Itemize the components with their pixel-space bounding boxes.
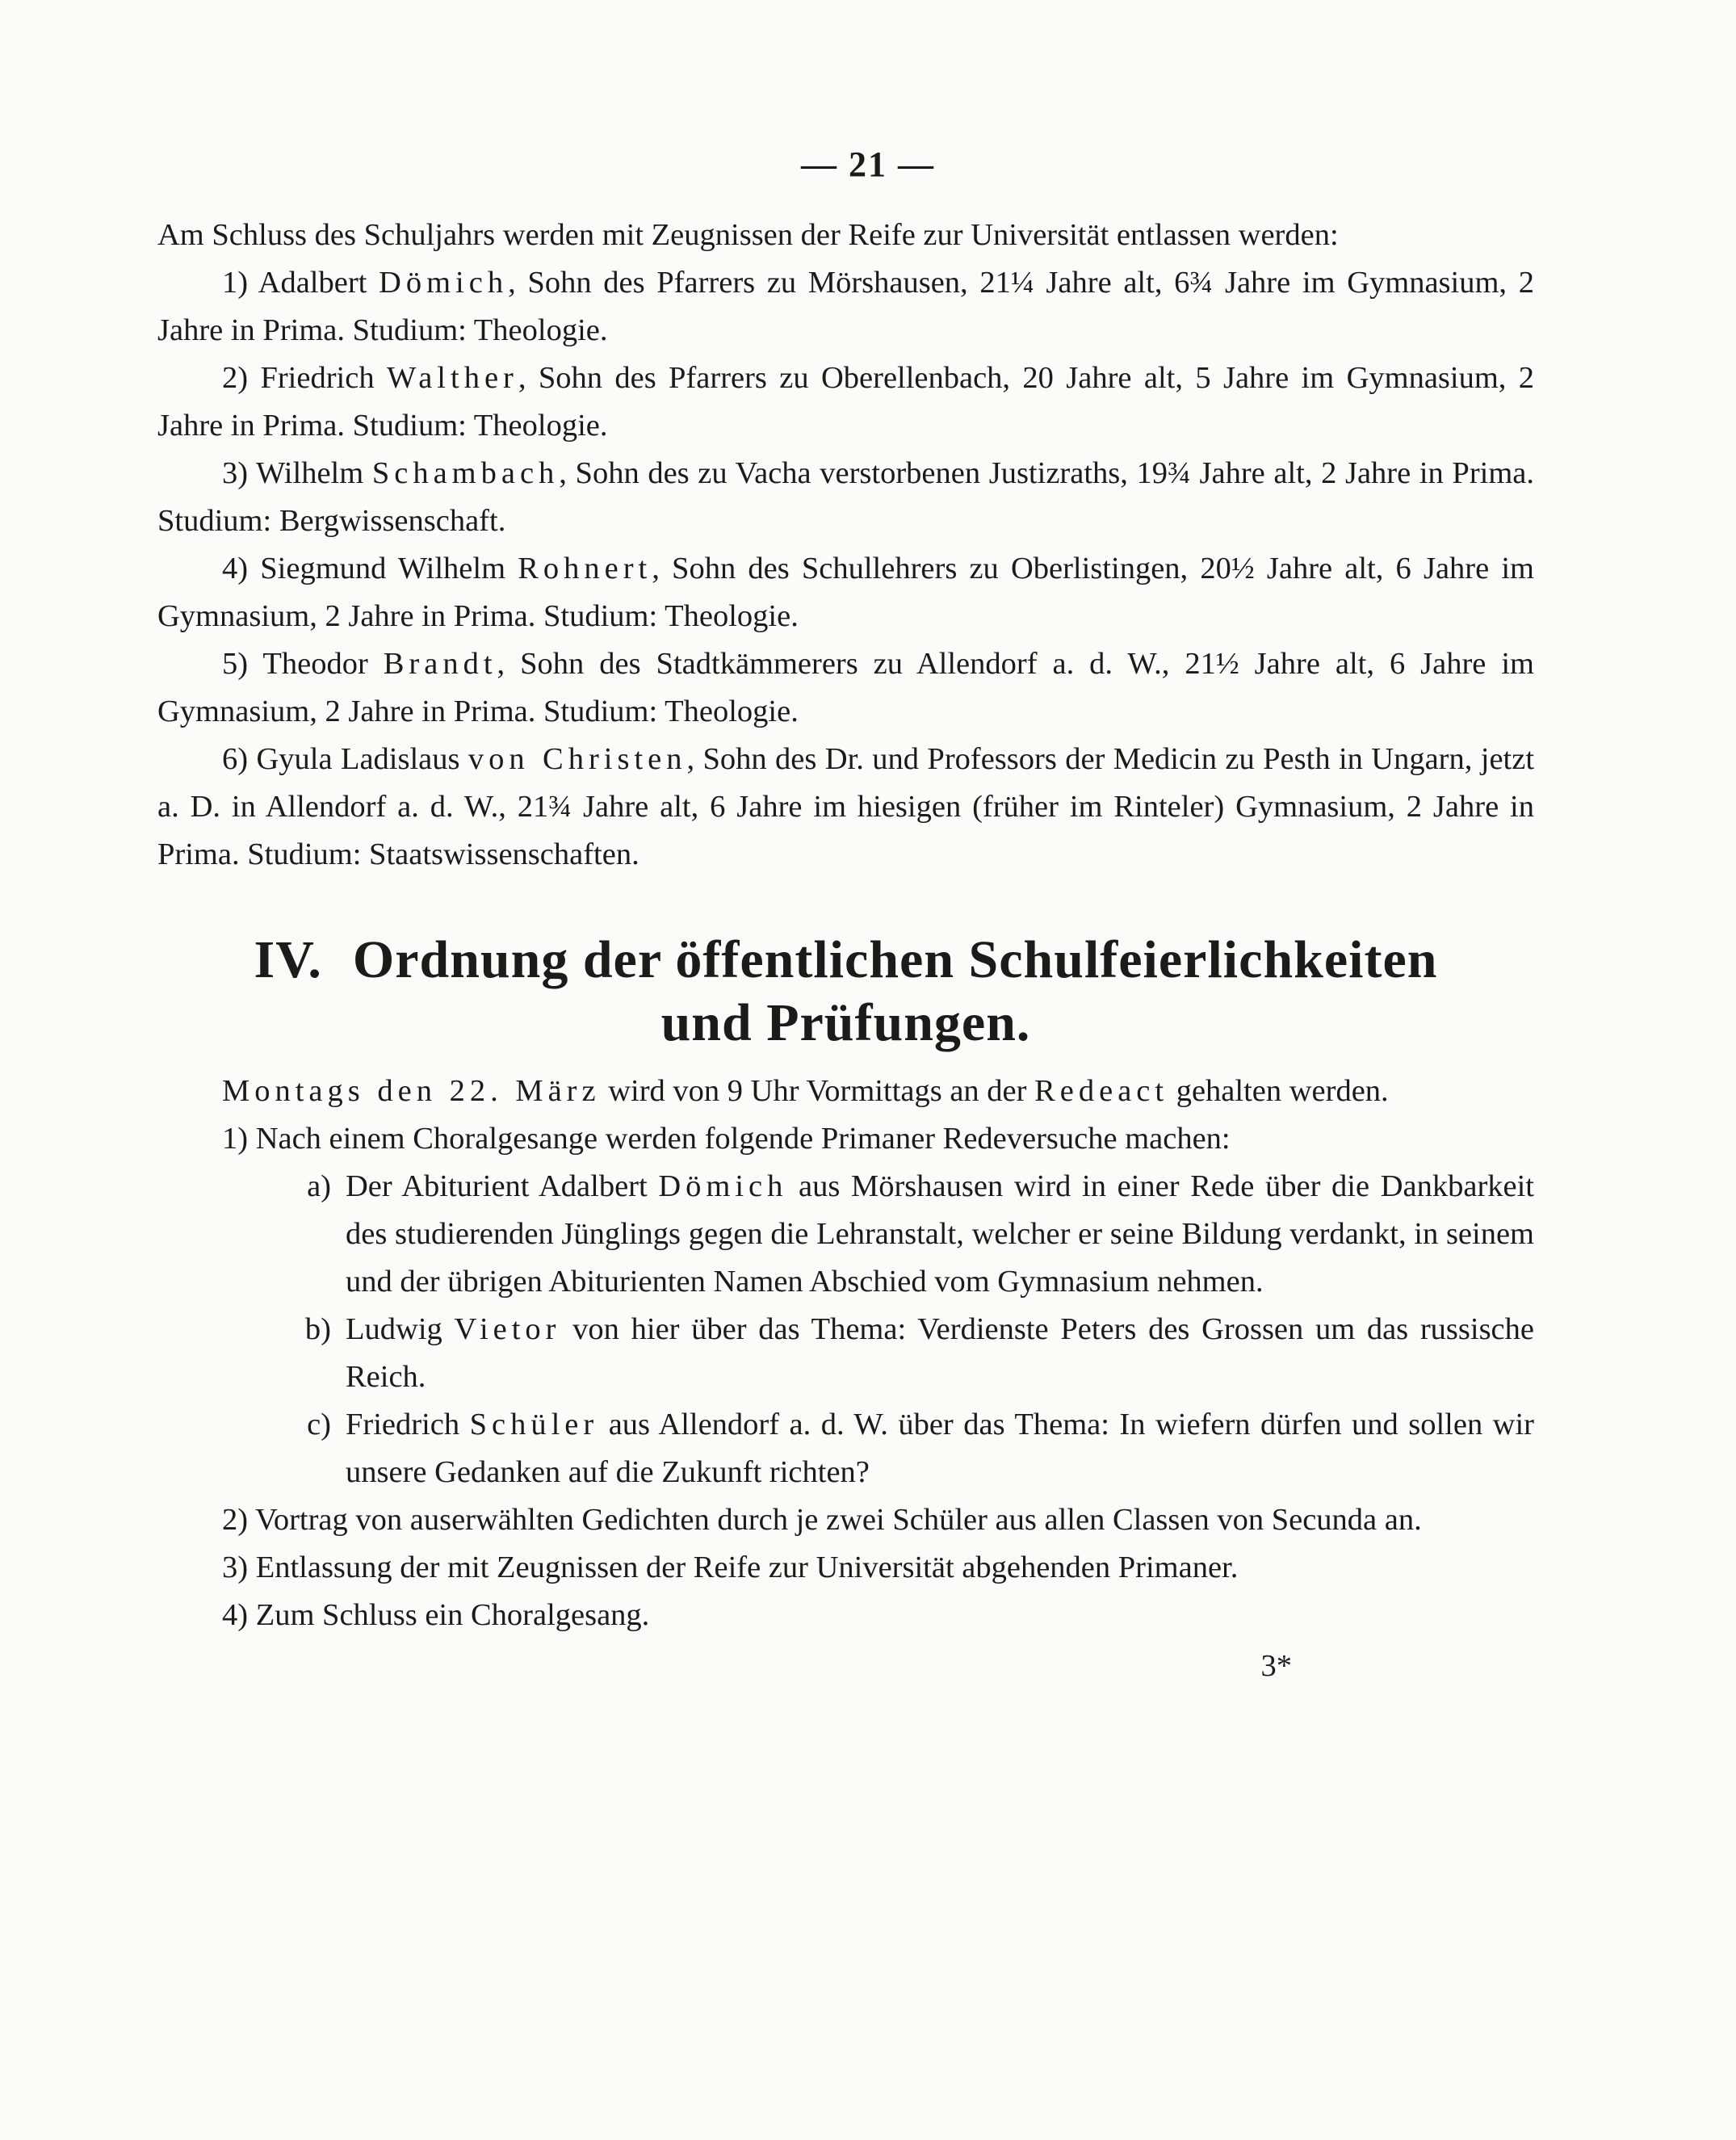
program-item: 3) Entlassung der mit Zeugnissen der Reife zur Universität abgehenden Primaner. [222,1550,1239,1584]
graduate-entry: 3) Wilhelm Schambach, Sohn des zu Vacha verstorbenen Justizraths, 19¾ Jahre alt, 2 Jahre in Prima. Studium: Bergwissenschaft. [157,456,1534,538]
program-item: 4) Zum Schluss ein Choralgesang. [222,1598,650,1632]
section-title-line2: und Prüfungen. [660,993,1031,1052]
signature-mark: 3* [1260,1649,1292,1683]
intro-paragraph: Am Schluss des Schuljahrs werden mit Zeugnissen der Reife zur Universität entlassen werden: [157,218,1339,252]
graduate-entry: 5) Theodor Brandt, Sohn des Stadtkämmerers zu Allendorf a. d. W., 21½ Jahre alt, 6 Jahre im Gymnasium, 2 Jahre in Prima. Studium: Theologie. [157,647,1534,728]
speech-list [157,1163,1534,1496]
page-body [157,212,1534,1690]
graduate-list [157,259,1534,879]
graduate-entry: 1) Adalbert Dömich, Sohn des Pfarrers zu Mörshausen, 21¼ Jahre alt, 6¾ Jahre im Gymnasium, 2 Jahre in Prima. Studium: Theologie. [157,266,1534,347]
speech-item: c) Friedrich Schüler aus Allendorf a. d. W. über das Thema: In wiefern dürfen und sollen wir unsere Gedanken auf die Zukunft richten? [307,1408,1534,1489]
program-item: 2) Vortrag von auserwählten Gedichten durch je zwei Schüler aus allen Classen von Secunda an. [222,1503,1422,1537]
section-title-line1: Ordnung der öffentlichen Schulfeierlichkeiten [352,930,1438,989]
graduate-entry: 2) Friedrich Walther, Sohn des Pfarrers zu Oberellenbach, 20 Jahre alt, 5 Jahre im Gymnasium, 2 Jahre in Prima. Studium: Theologie. [157,361,1535,443]
speech-item: a) Der Abiturient Adalbert Dömich aus Mörshausen wird in einer Rede über die Dankbarkeit des studierenden Jünglings gegen die Lehranstalt, welcher er seine Bildung verdankt, in seinem und der übrigen Abiturienten Namen Abschied vom Gymnasium nehmen. [307,1169,1534,1299]
graduate-entry: 6) Gyula Ladislaus von Christen, Sohn des Dr. und Professors der Medicin zu Pesth in Ungarn, jetzt a. D. in Allendorf a. d. W., 21¾ Jahre alt, 6 Jahre im hiesigen (früher im Rinteler) Gymnasium, 2 Jahre in Prima. Studium: Staatswissenschaften. [157,742,1535,871]
page-number: — 21 — [801,145,935,184]
program-intro: 1) Nach einem Choralgesange werden folgende Primaner Redeversuche machen: [222,1122,1231,1156]
section-number: IV. [254,930,322,989]
announcement: Montags den 22. März wird von 9 Uhr Vormittags an der Redeact gehalten werden. [222,1074,1389,1108]
speech-item: b) Ludwig Vietor von hier über das Thema: Verdienste Peters des Grossen um das russische Reich. [304,1312,1534,1394]
graduate-entry: 4) Siegmund Wilhelm Rohnert, Sohn des Schullehrers zu Oberlistingen, 20½ Jahre alt, 6 Jahre im Gymnasium, 2 Jahre in Prima. Studium: Theologie. [157,552,1534,633]
section-heading [157,929,1534,1055]
